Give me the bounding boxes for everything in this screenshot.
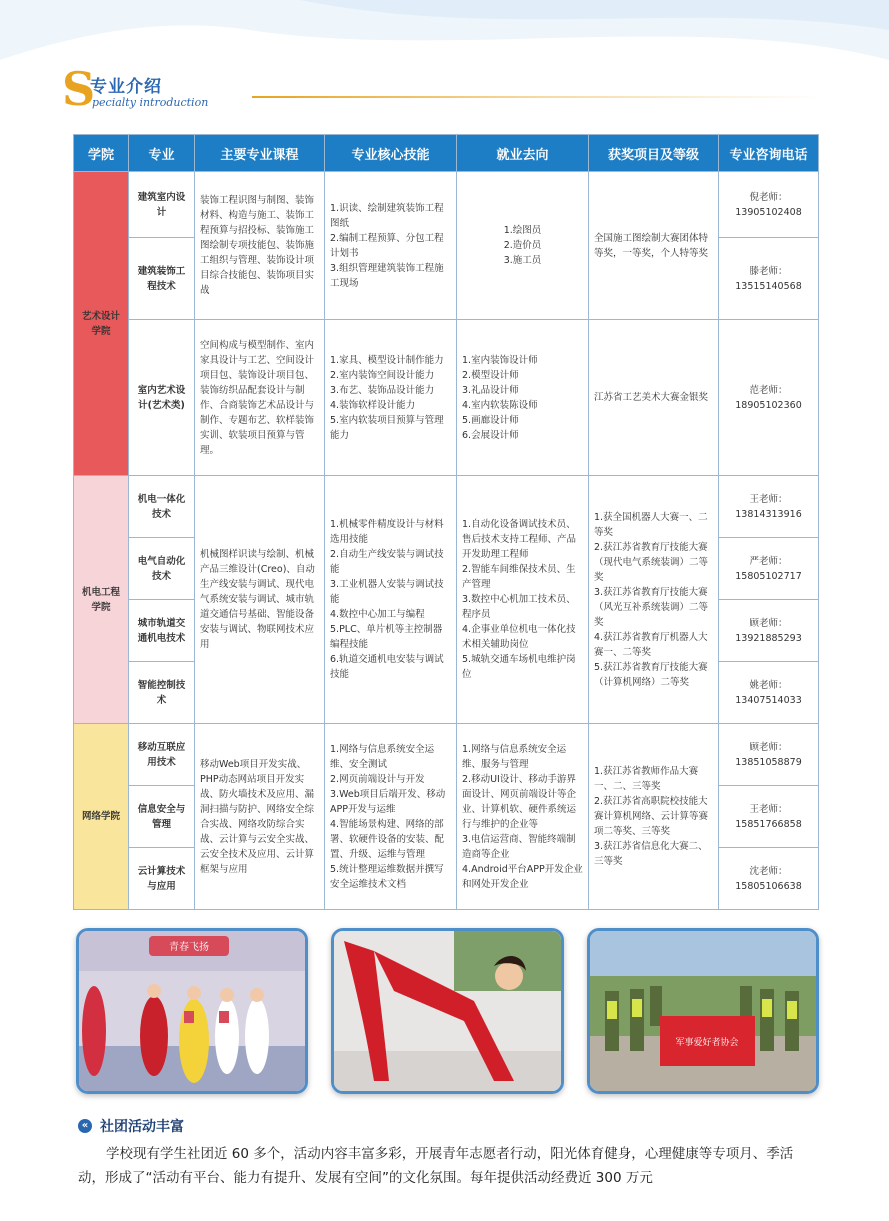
major-name: 机电一体化技术 xyxy=(129,476,195,538)
college-net: 网络学院 xyxy=(74,724,129,910)
awards-cell: 江苏省工艺美术大赛金银奖 xyxy=(589,320,719,476)
table-row xyxy=(74,320,819,476)
phone-cell[interactable]: 范老师： 18905102360 xyxy=(719,320,819,476)
header-college: 学院 xyxy=(74,135,129,172)
header-skills: 专业核心技能 xyxy=(325,135,457,172)
skills-cell: 1.识读、绘制建筑装饰工程图纸 2.编制工程预算、分包工程计划书 3.组织管理建筑装饰工程施工现场 xyxy=(325,172,457,320)
major-name: 室内艺术设计(艺术类) xyxy=(129,320,195,476)
header-major: 专业 xyxy=(129,135,195,172)
jobs-cell: 1.自动化设备调试技术员、售后技术支持工程师、产品开发助理工程师 2.智能车间维保技术员、生产管理 3.数控中心机加工技术员、程序员 4.企事业单位机电一体化技术相关辅助岗位 5.城轨交通车场机电维护岗位 xyxy=(457,476,589,724)
major-name: 移动互联应用技术 xyxy=(129,724,195,786)
club-description: 学校现有学生社团近 60 多个，活动内容丰富多彩，开展青年志愿者行动，阳光体育健身，心理健康等专项月、季活动，形成了“活动有平台、能力有提升、发展有空间”的文化氛围。每年提供活动经费近 300 万元 xyxy=(78,1146,794,1186)
major-name: 城市轨道交通机电技术 xyxy=(129,600,195,662)
double-chevron-icon: « xyxy=(78,1119,92,1133)
phone-cell[interactable]: 严老师： 15805102717 xyxy=(719,538,819,600)
skills-cell: 1.机械零件精度设计与材料选用技能 2.自动生产线安装与调试技能 3.工业机器人安装与调试技能 4.数控中心加工与编程 5.PLC、单片机等主控制器编程技能 6.轨道交通机电安装与调试技能 xyxy=(325,476,457,724)
table-row xyxy=(74,724,819,786)
major-name: 建筑装饰工程技术 xyxy=(129,238,195,320)
college-art: 艺术设计学院 xyxy=(74,172,129,476)
skills-cell: 1.家具、模型设计制作能力 2.室内装饰空间设计能力 3.布艺、装饰品设计能力 4.装饰软样设计能力 5.室内软装项目预算与管理能力 xyxy=(325,320,457,476)
phone-cell[interactable]: 王老师： 15851766858 xyxy=(719,786,819,848)
courses-cell: 移动Web项目开发实战、PHP动态网站项目开发实战、防火墙技术及应用、漏洞扫描与防护、网络安全综合实战、网络攻防综合实战、云计算与云安全实战、云安全技术及应用、云计算框架与应用 xyxy=(195,724,325,910)
page-title: 专业介绍 xyxy=(90,77,162,97)
skills-cell: 1.网络与信息系统安全运维、安全测试 2.网页前端设计与开发 3.Web项目后端开发、移动APP开发与运维 4.智能场景构建、网络的部署、软硬件设备的安装、配置、升级、运维与管理 5.统计整理运维数据并撰写安全运维技术文档 xyxy=(325,724,457,910)
courses-cell: 机械图样识读与绘制、机械产品三维设计(Creo)、自动生产线安装与调试、现代电气系统安装与调试、城市轨道交通信号基础、智能设备安装与调试、物联网技术应用 xyxy=(195,476,325,724)
specialty-table xyxy=(73,134,819,910)
photo-military-club xyxy=(587,928,819,1094)
college-mech: 机电工程学院 xyxy=(74,476,129,724)
phone-cell[interactable]: 顾老师： 13851058879 xyxy=(719,724,819,786)
club-title: 社团活动丰富 xyxy=(100,1119,184,1135)
table-row xyxy=(74,476,819,538)
jobs-cell: 1.室内装饰设计师 2.模型设计师 3.礼品设计师 4.室内软装陈设师 5.画廊设计师 6.会展设计师 xyxy=(457,320,589,476)
major-name: 电气自动化技术 xyxy=(129,538,195,600)
phone-cell[interactable]: 顾老师： 13921885293 xyxy=(719,600,819,662)
jobs-cell: 1.网络与信息系统安全运维、服务与管理 2.移动UI设计、移动手游界面设计、网页前端设计等企业、计算机软、硬件系统运行与维护的企业等 3.电信运营商、智能终端制造商等企业 4.Android平台APP开发企业和网处开发企业 xyxy=(457,724,589,910)
header-courses: 主要专业课程 xyxy=(195,135,325,172)
phone-cell[interactable]: 滕老师： 13515140568 xyxy=(719,238,819,320)
major-name: 建筑室内设计 xyxy=(129,172,195,238)
phone-cell[interactable]: 倪老师： 13905102408 xyxy=(719,172,819,238)
phone-cell[interactable]: 沈老师： 15805106638 xyxy=(719,848,819,910)
courses-cell: 装饰工程识图与制图、装饰材料、构造与施工、装饰工程预算与招投标、装饰施工图绘制专项技能包、装饰施工组织与管理、装饰设计项目综合技能包、装饰项目实战 xyxy=(195,172,325,320)
photo-yoga xyxy=(331,928,564,1094)
table-header-row xyxy=(74,135,819,172)
photo-fashion-show xyxy=(76,928,308,1094)
jobs-cell: 1.绘图员 2.造价员 3.施工员 xyxy=(457,172,589,320)
major-name: 信息安全与管理 xyxy=(129,786,195,848)
header-awards: 获奖项目及等级 xyxy=(589,135,719,172)
header-initial: S xyxy=(62,62,96,116)
major-name: 云计算技术与应用 xyxy=(129,848,195,910)
awards-cell: 1.获江苏省教师作品大赛一、二、三等奖 2.获江苏省高职院校技能大赛计算机网络、云计算等赛项二等奖、三等奖 3.获江苏省信息化大赛二、三等奖 xyxy=(589,724,719,910)
svg-text:军事爱好者协会: 军事爱好者协会 xyxy=(675,1038,739,1048)
awards-cell: 全国施工图绘制大赛团体特等奖，一等奖，个人特等奖 xyxy=(589,172,719,320)
phone-cell[interactable]: 姚老师： 13407514033 xyxy=(719,662,819,724)
courses-cell: 空间构成与模型制作、室内家具设计与工艺、空间设计项目包、装饰设计项目包、装饰纺织品配套设计与制作、合商装饰艺术品设计与制作、专题布艺、软样装饰实训、软装项目预算与管理。 xyxy=(195,320,325,476)
phone-cell[interactable]: 王老师： 13814313916 xyxy=(719,476,819,538)
major-name: 智能控制技术 xyxy=(129,662,195,724)
svg-text:青春飞扬: 青春飞扬 xyxy=(169,942,209,953)
table-row xyxy=(74,172,819,238)
header-phone: 专业咨询电话 xyxy=(719,135,819,172)
awards-cell: 1.获全国机器人大赛一、二等奖 2.获江苏省教育厅技能大赛（现代电气系统装调）二等奖 3.获江苏省教育厅技能大赛（风光互补系统装调）二等奖 4.获江苏省教育厅机器人大赛一、二等奖 5.获江苏省教育厅技能大赛（计算机网络）二等奖 xyxy=(589,476,719,724)
section-header xyxy=(62,64,822,114)
page-subtitle: pecialty introduction xyxy=(92,96,209,109)
header-divider xyxy=(252,96,822,98)
header-jobs: 就业去向 xyxy=(457,135,589,172)
